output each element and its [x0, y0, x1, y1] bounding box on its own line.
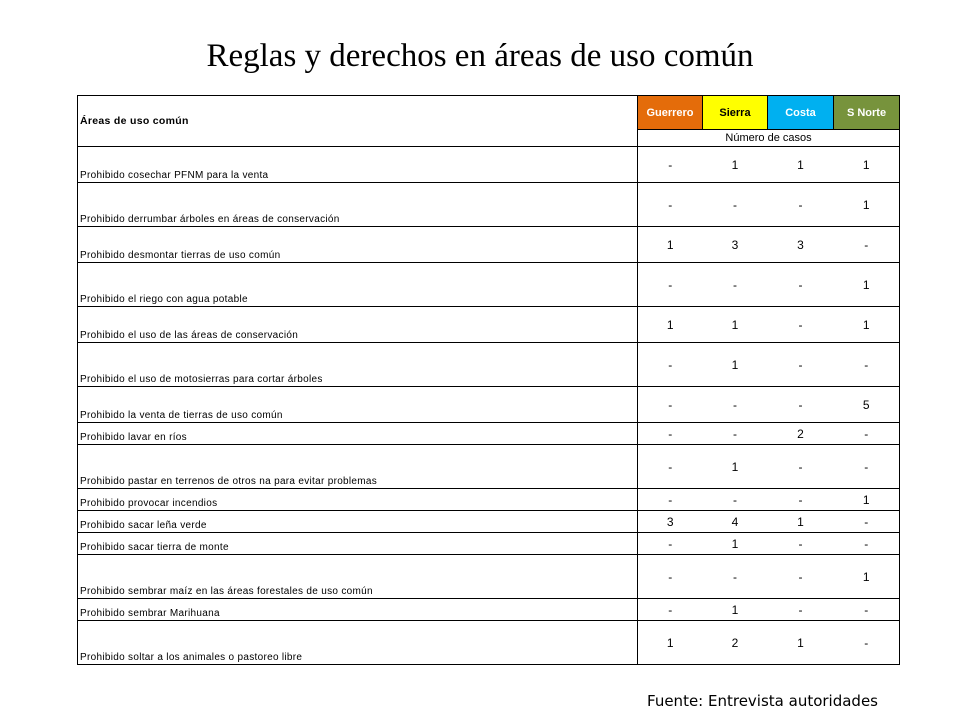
case-count: - — [834, 423, 900, 445]
rule-label: Prohibido sacar leña verde — [78, 511, 638, 533]
case-count: 1 — [768, 621, 834, 665]
table-row — [78, 489, 900, 511]
table-row — [78, 343, 900, 387]
rule-label: Prohibido soltar a los animales o pastoreo libre — [78, 621, 638, 665]
case-count: - — [703, 183, 768, 227]
rule-label: Prohibido provocar incendios — [78, 489, 638, 511]
case-count: 2 — [703, 621, 768, 665]
case-count: - — [768, 555, 834, 599]
case-count: 1 — [703, 307, 768, 343]
case-count: 1 — [834, 147, 900, 183]
case-count: - — [638, 555, 703, 599]
case-count: - — [768, 599, 834, 621]
table-row — [78, 307, 900, 343]
case-count: 1 — [703, 599, 768, 621]
case-count: 2 — [768, 423, 834, 445]
rule-label: Prohibido pastar en terrenos de otros na para evitar problemas — [78, 445, 638, 489]
case-count: 1 — [768, 511, 834, 533]
table-row — [78, 387, 900, 423]
cases-subheader: Número de casos — [638, 130, 900, 147]
table-row — [78, 227, 900, 263]
case-count: 1 — [638, 307, 703, 343]
case-count: - — [638, 489, 703, 511]
rule-label: Prohibido la venta de tierras de uso común — [78, 387, 638, 423]
case-count: 1 — [703, 533, 768, 555]
rule-label: Prohibido derrumbar árboles en áreas de conservación — [78, 183, 638, 227]
case-count: - — [703, 387, 768, 423]
case-count: - — [638, 533, 703, 555]
case-count: 1 — [768, 147, 834, 183]
region-header-guerrero: Guerrero — [638, 96, 703, 130]
case-count: 1 — [703, 445, 768, 489]
page-title: Reglas y derechos en áreas de uso común — [206, 38, 754, 74]
rule-label: Prohibido lavar en ríos — [78, 423, 638, 445]
case-count: - — [768, 533, 834, 555]
case-count: - — [768, 343, 834, 387]
case-count: - — [638, 387, 703, 423]
case-count: - — [834, 227, 900, 263]
case-count: 1 — [834, 183, 900, 227]
case-count: 1 — [834, 489, 900, 511]
rule-label: Prohibido el riego con agua potable — [78, 263, 638, 307]
case-count: - — [768, 489, 834, 511]
case-count: 1 — [703, 147, 768, 183]
case-count: - — [638, 599, 703, 621]
region-header-sierra: Sierra — [703, 96, 768, 130]
table-row — [78, 511, 900, 533]
case-count: - — [768, 263, 834, 307]
case-count: - — [834, 343, 900, 387]
header-row — [78, 96, 900, 130]
table-row — [78, 183, 900, 227]
case-count: - — [703, 555, 768, 599]
case-count: - — [638, 445, 703, 489]
table-row — [78, 621, 900, 665]
case-count: - — [834, 445, 900, 489]
case-count: - — [638, 147, 703, 183]
case-count: 3 — [768, 227, 834, 263]
case-count: - — [768, 387, 834, 423]
table-row — [78, 423, 900, 445]
rule-label: Prohibido sacar tierra de monte — [78, 533, 638, 555]
row-header: Áreas de uso común — [78, 96, 638, 147]
case-count: 4 — [703, 511, 768, 533]
rule-label: Prohibido sembrar Marihuana — [78, 599, 638, 621]
case-count: 1 — [703, 343, 768, 387]
case-count: - — [834, 621, 900, 665]
rules-table — [77, 95, 900, 665]
region-header-costa: Costa — [768, 96, 834, 130]
case-count: - — [768, 445, 834, 489]
case-count: 1 — [834, 263, 900, 307]
table-row — [78, 445, 900, 489]
rule-label: Prohibido sembrar maíz en las áreas forestales de uso común — [78, 555, 638, 599]
rule-label: Prohibido cosechar PFNM para la venta — [78, 147, 638, 183]
source-footer: Fuente: Entrevista autoridades — [647, 692, 878, 710]
case-count: 1 — [834, 307, 900, 343]
case-count: - — [638, 343, 703, 387]
case-count: 1 — [834, 555, 900, 599]
table-row — [78, 533, 900, 555]
case-count: 1 — [638, 621, 703, 665]
table-row — [78, 147, 900, 183]
case-count: - — [638, 183, 703, 227]
table-row — [78, 263, 900, 307]
table-row — [78, 599, 900, 621]
rule-label: Prohibido el uso de motosierras para cortar árboles — [78, 343, 638, 387]
case-count: - — [638, 423, 703, 445]
rule-label: Prohibido desmontar tierras de uso común — [78, 227, 638, 263]
case-count: 3 — [638, 511, 703, 533]
case-count: - — [768, 183, 834, 227]
case-count: 5 — [834, 387, 900, 423]
case-count: 3 — [703, 227, 768, 263]
case-count: - — [834, 599, 900, 621]
case-count: - — [703, 423, 768, 445]
table-row — [78, 555, 900, 599]
region-header-snorte: S Norte — [834, 96, 900, 130]
case-count: - — [768, 307, 834, 343]
case-count: - — [834, 511, 900, 533]
rule-label: Prohibido el uso de las áreas de conservación — [78, 307, 638, 343]
case-count: - — [638, 263, 703, 307]
case-count: 1 — [638, 227, 703, 263]
case-count: - — [703, 263, 768, 307]
case-count: - — [834, 533, 900, 555]
case-count: - — [703, 489, 768, 511]
